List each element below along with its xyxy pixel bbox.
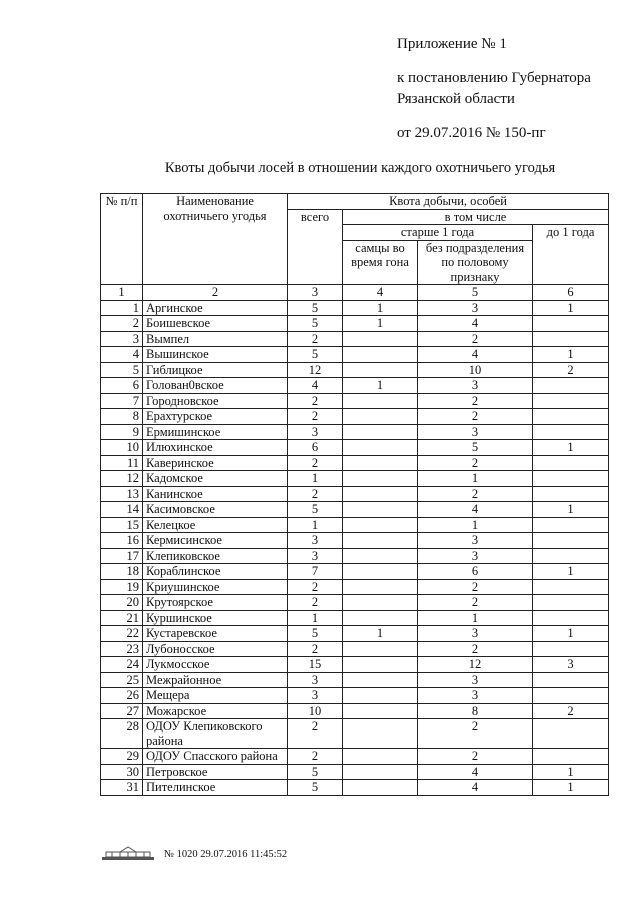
quota-table-body: [101, 300, 609, 795]
quota-under1-cell: 1: [533, 626, 609, 642]
quota-under1-cell: [533, 533, 609, 549]
quota-under1-cell: [533, 486, 609, 502]
appendix-region-line: Рязанской области: [397, 91, 515, 107]
row-number-cell: 14: [101, 502, 143, 518]
hunting-ground-name-cell: Канинское: [143, 486, 288, 502]
quota-males-cell: [343, 657, 418, 673]
table-row: [101, 471, 609, 487]
hunting-ground-name-cell: Клепиковское: [143, 548, 288, 564]
row-number-cell: 1: [101, 300, 143, 316]
table-row: [101, 502, 609, 518]
row-number-cell: 13: [101, 486, 143, 502]
table-row: [101, 331, 609, 347]
index-cell: 1: [101, 285, 143, 301]
quota-under1-cell: 1: [533, 780, 609, 796]
quota-males-cell: [343, 393, 418, 409]
header-num: № п/п: [101, 194, 143, 285]
quota-under1-cell: 2: [533, 703, 609, 719]
row-number-cell: 11: [101, 455, 143, 471]
hunting-ground-name-cell: Гиблицкое: [143, 362, 288, 378]
row-number-cell: 15: [101, 517, 143, 533]
quota-males-cell: 1: [343, 316, 418, 332]
hunting-ground-name-cell: Ермишинское: [143, 424, 288, 440]
quota-no-sex-cell: 10: [418, 362, 533, 378]
quota-no-sex-cell: 2: [418, 719, 533, 749]
registration-stamp: № 1020 29.07.2016 11:45:52: [164, 848, 288, 860]
quota-under1-cell: 1: [533, 564, 609, 580]
hunting-ground-name-cell: Аргинское: [143, 300, 288, 316]
quota-total-cell: 3: [288, 548, 343, 564]
table-row: [101, 657, 609, 673]
table-row: [101, 347, 609, 363]
quota-under1-cell: 1: [533, 300, 609, 316]
quota-males-cell: [343, 764, 418, 780]
table-row: [101, 703, 609, 719]
quota-under1-cell: [533, 393, 609, 409]
quota-total-cell: 1: [288, 517, 343, 533]
row-number-cell: 26: [101, 688, 143, 704]
hunting-ground-name-cell: Петровское: [143, 764, 288, 780]
quota-no-sex-cell: 3: [418, 688, 533, 704]
quota-males-cell: [343, 595, 418, 611]
table-row: [101, 749, 609, 765]
quota-no-sex-cell: 3: [418, 424, 533, 440]
table-row: [101, 378, 609, 394]
quota-no-sex-cell: 4: [418, 316, 533, 332]
index-cell: 4: [343, 285, 418, 301]
quota-no-sex-cell: 8: [418, 703, 533, 719]
header-total: всего: [288, 209, 343, 285]
quota-males-cell: [343, 548, 418, 564]
registration-footer: [100, 846, 287, 862]
row-number-cell: 4: [101, 347, 143, 363]
quota-total-cell: 5: [288, 764, 343, 780]
quota-under1-cell: 2: [533, 362, 609, 378]
hunting-ground-name-cell: Каверинское: [143, 455, 288, 471]
quota-total-cell: 2: [288, 393, 343, 409]
hunting-ground-name-cell: Келецкое: [143, 517, 288, 533]
hunting-ground-name-cell: Голован0вское: [143, 378, 288, 394]
quota-under1-cell: [533, 517, 609, 533]
quota-no-sex-cell: 1: [418, 517, 533, 533]
quota-under1-cell: [533, 579, 609, 595]
quota-total-cell: 2: [288, 331, 343, 347]
quota-males-cell: [343, 703, 418, 719]
quota-males-cell: [343, 672, 418, 688]
row-number-cell: 16: [101, 533, 143, 549]
quota-no-sex-cell: 2: [418, 409, 533, 425]
table-row: [101, 626, 609, 642]
table-row: [101, 393, 609, 409]
row-number-cell: 21: [101, 610, 143, 626]
quota-under1-cell: [533, 378, 609, 394]
quota-total-cell: 2: [288, 455, 343, 471]
hunting-ground-name-cell: Крутоярское: [143, 595, 288, 611]
row-number-cell: 8: [101, 409, 143, 425]
quota-total-cell: 15: [288, 657, 343, 673]
quota-no-sex-cell: 2: [418, 331, 533, 347]
quota-under1-cell: 1: [533, 502, 609, 518]
quota-under1-cell: [533, 331, 609, 347]
quota-total-cell: 10: [288, 703, 343, 719]
quota-under1-cell: [533, 548, 609, 564]
quota-total-cell: 5: [288, 316, 343, 332]
header-no-sex: без подразделения по половому признаку: [418, 240, 533, 285]
header-including: в том числе: [343, 209, 609, 225]
row-number-cell: 6: [101, 378, 143, 394]
quota-males-cell: [343, 471, 418, 487]
table-row: [101, 440, 609, 456]
quota-total-cell: 2: [288, 641, 343, 657]
hunting-ground-name-cell: Кадомское: [143, 471, 288, 487]
hunting-ground-name-cell: Межрайонное: [143, 672, 288, 688]
row-number-cell: 28: [101, 719, 143, 749]
header-name: Наименование охотничьего угодья: [143, 194, 288, 285]
hunting-ground-name-cell: ОДОУ Спасского района: [143, 749, 288, 765]
quota-males-cell: [343, 517, 418, 533]
index-cell: 5: [418, 285, 533, 301]
table-row: [101, 641, 609, 657]
hunting-ground-name-cell: Кораблинское: [143, 564, 288, 580]
hunting-ground-name-cell: Вышинское: [143, 347, 288, 363]
row-number-cell: 17: [101, 548, 143, 564]
quota-males-cell: [343, 610, 418, 626]
quota-total-cell: 5: [288, 502, 343, 518]
quota-no-sex-cell: 2: [418, 393, 533, 409]
hunting-ground-name-cell: Лукмосское: [143, 657, 288, 673]
hunting-ground-name-cell: Кустаревское: [143, 626, 288, 642]
row-number-cell: 12: [101, 471, 143, 487]
row-number-cell: 24: [101, 657, 143, 673]
quota-no-sex-cell: 3: [418, 626, 533, 642]
quota-total-cell: 7: [288, 564, 343, 580]
appendix-title: Приложение № 1: [397, 36, 507, 52]
hunting-ground-name-cell: Мещера: [143, 688, 288, 704]
hunting-ground-name-cell: Касимовское: [143, 502, 288, 518]
hunting-ground-name-cell: Городновское: [143, 393, 288, 409]
building-emblem-icon: [100, 846, 156, 862]
quota-total-cell: 1: [288, 610, 343, 626]
quota-males-cell: [343, 579, 418, 595]
quota-under1-cell: [533, 595, 609, 611]
table-row: [101, 409, 609, 425]
quota-under1-cell: [533, 719, 609, 749]
header-older: старше 1 года: [343, 225, 533, 241]
quota-no-sex-cell: 3: [418, 300, 533, 316]
row-number-cell: 27: [101, 703, 143, 719]
table-row: [101, 564, 609, 580]
table-row: [101, 610, 609, 626]
hunting-ground-name-cell: Кермисинское: [143, 533, 288, 549]
quota-under1-cell: [533, 749, 609, 765]
quota-no-sex-cell: 12: [418, 657, 533, 673]
row-number-cell: 9: [101, 424, 143, 440]
quota-males-cell: [343, 362, 418, 378]
quota-males-cell: [343, 486, 418, 502]
quota-total-cell: 4: [288, 378, 343, 394]
quota-no-sex-cell: 2: [418, 486, 533, 502]
row-number-cell: 10: [101, 440, 143, 456]
table-row: [101, 719, 609, 749]
table-row: [101, 424, 609, 440]
quota-under1-cell: [533, 424, 609, 440]
quota-under1-cell: 3: [533, 657, 609, 673]
quota-total-cell: 5: [288, 347, 343, 363]
quota-males-cell: [343, 688, 418, 704]
quota-total-cell: 2: [288, 486, 343, 502]
table-row: [101, 533, 609, 549]
quota-total-cell: 5: [288, 626, 343, 642]
quota-no-sex-cell: 1: [418, 471, 533, 487]
table-row: [101, 517, 609, 533]
quota-total-cell: 2: [288, 409, 343, 425]
quota-no-sex-cell: 2: [418, 455, 533, 471]
quota-no-sex-cell: 2: [418, 579, 533, 595]
quota-males-cell: [343, 424, 418, 440]
document-title: Квоты добычи лосей в отношении каждого охотничьего угодья: [164, 160, 556, 176]
quota-no-sex-cell: 3: [418, 548, 533, 564]
quota-males-cell: [343, 719, 418, 749]
quota-males-cell: [343, 409, 418, 425]
quota-under1-cell: [533, 641, 609, 657]
hunting-ground-name-cell: Ерахтурское: [143, 409, 288, 425]
quota-total-cell: 5: [288, 780, 343, 796]
quota-no-sex-cell: 4: [418, 780, 533, 796]
quota-under1-cell: 1: [533, 764, 609, 780]
hunting-ground-name-cell: Пителинское: [143, 780, 288, 796]
index-cell: 2: [143, 285, 288, 301]
quota-no-sex-cell: 3: [418, 378, 533, 394]
quota-males-cell: [343, 564, 418, 580]
quota-no-sex-cell: 3: [418, 672, 533, 688]
row-number-cell: 22: [101, 626, 143, 642]
quota-total-cell: 2: [288, 579, 343, 595]
index-cell: 3: [288, 285, 343, 301]
quota-males-cell: [343, 347, 418, 363]
quota-no-sex-cell: 4: [418, 764, 533, 780]
hunting-ground-name-cell: Можарское: [143, 703, 288, 719]
table-row: [101, 688, 609, 704]
quota-total-cell: 6: [288, 440, 343, 456]
quota-no-sex-cell: 2: [418, 749, 533, 765]
row-number-cell: 2: [101, 316, 143, 332]
quota-under1-cell: [533, 455, 609, 471]
row-number-cell: 18: [101, 564, 143, 580]
quota-total-cell: 5: [288, 300, 343, 316]
quota-total-cell: 3: [288, 672, 343, 688]
quota-total-cell: 3: [288, 424, 343, 440]
quota-males-cell: [343, 780, 418, 796]
quota-total-cell: 2: [288, 719, 343, 749]
table-row: [101, 300, 609, 316]
quota-under1-cell: [533, 688, 609, 704]
quota-total-cell: 2: [288, 749, 343, 765]
quota-males-cell: [343, 533, 418, 549]
header-quota: Квота добычи, особей: [288, 194, 609, 210]
quota-under1-cell: [533, 409, 609, 425]
hunting-ground-name-cell: Вымпел: [143, 331, 288, 347]
table-row: [101, 672, 609, 688]
index-cell: 6: [533, 285, 609, 301]
hunting-ground-name-cell: ОДОУ Клепиковского района: [143, 719, 288, 749]
quota-total-cell: 3: [288, 688, 343, 704]
quota-total-cell: 2: [288, 595, 343, 611]
table-row: [101, 548, 609, 564]
quota-males-cell: [343, 749, 418, 765]
appendix-date-line: от 29.07.2016 № 150-пг: [397, 125, 546, 141]
hunting-ground-name-cell: Лубоносское: [143, 641, 288, 657]
row-number-cell: 30: [101, 764, 143, 780]
table-row: [101, 455, 609, 471]
row-number-cell: 29: [101, 749, 143, 765]
quota-no-sex-cell: 2: [418, 641, 533, 657]
quota-no-sex-cell: 4: [418, 347, 533, 363]
quota-total-cell: 1: [288, 471, 343, 487]
quota-under1-cell: [533, 672, 609, 688]
quota-table: [100, 193, 609, 796]
row-number-cell: 20: [101, 595, 143, 611]
row-number-cell: 23: [101, 641, 143, 657]
quota-total-cell: 12: [288, 362, 343, 378]
quota-under1-cell: 1: [533, 347, 609, 363]
appendix-decree-line: к постановлению Губернатора: [397, 70, 591, 86]
quota-males-cell: [343, 331, 418, 347]
hunting-ground-name-cell: Криушинское: [143, 579, 288, 595]
quota-under1-cell: [533, 610, 609, 626]
table-row: [101, 316, 609, 332]
table-row: [101, 764, 609, 780]
row-number-cell: 7: [101, 393, 143, 409]
table-row: [101, 595, 609, 611]
quota-no-sex-cell: 1: [418, 610, 533, 626]
row-number-cell: 5: [101, 362, 143, 378]
quota-males-cell: [343, 502, 418, 518]
hunting-ground-name-cell: Куршинское: [143, 610, 288, 626]
quota-no-sex-cell: 3: [418, 533, 533, 549]
quota-no-sex-cell: 6: [418, 564, 533, 580]
row-number-cell: 31: [101, 780, 143, 796]
quota-males-cell: 1: [343, 300, 418, 316]
row-number-cell: 19: [101, 579, 143, 595]
quota-males-cell: [343, 455, 418, 471]
hunting-ground-name-cell: Илюхинское: [143, 440, 288, 456]
quota-males-cell: [343, 440, 418, 456]
quota-under1-cell: [533, 471, 609, 487]
quota-no-sex-cell: 2: [418, 595, 533, 611]
quota-total-cell: 3: [288, 533, 343, 549]
table-row: [101, 579, 609, 595]
header-under1: до 1 года: [533, 225, 609, 285]
hunting-ground-name-cell: Боишевское: [143, 316, 288, 332]
quota-no-sex-cell: 5: [418, 440, 533, 456]
quota-males-cell: 1: [343, 378, 418, 394]
header-males: самцы во время гона: [343, 240, 418, 285]
row-number-cell: 25: [101, 672, 143, 688]
quota-males-cell: [343, 641, 418, 657]
quota-under1-cell: 1: [533, 440, 609, 456]
table-row: [101, 362, 609, 378]
quota-no-sex-cell: 4: [418, 502, 533, 518]
table-row: [101, 780, 609, 796]
table-row: [101, 486, 609, 502]
index-row: [101, 285, 609, 301]
quota-under1-cell: [533, 316, 609, 332]
row-number-cell: 3: [101, 331, 143, 347]
appendix-block: [397, 34, 627, 144]
quota-males-cell: 1: [343, 626, 418, 642]
